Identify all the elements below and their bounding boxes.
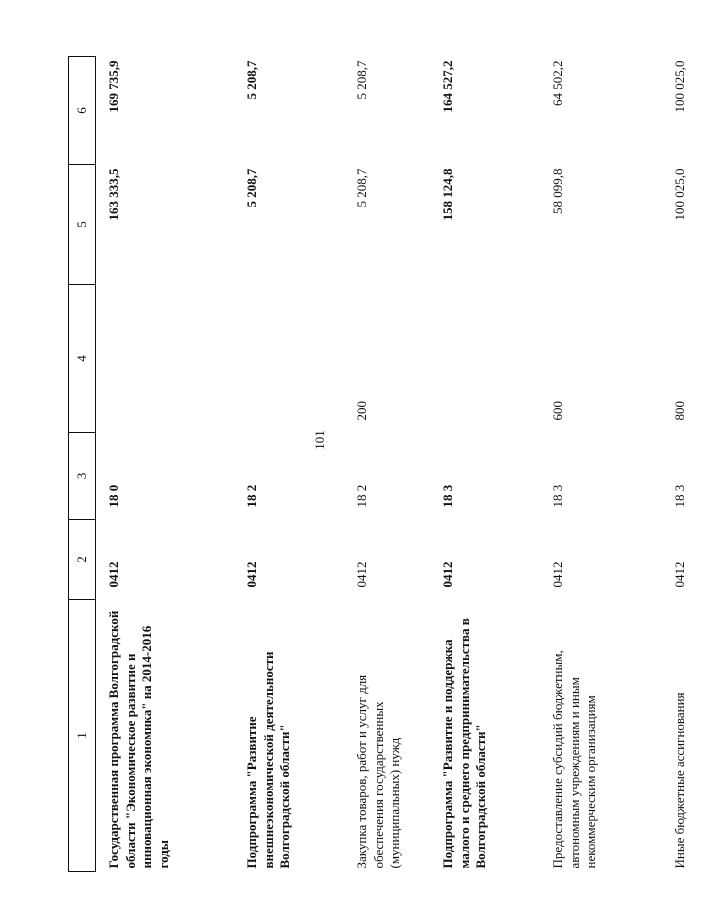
row-name: Предоставление субсидий бюджетным, автономным учреждениям и иным некоммерческим организациям: [550, 650, 598, 869]
amount-year-1: 163 333,5: [106, 168, 121, 221]
table-row: [234, 57, 344, 872]
program-code: 18 3: [550, 484, 565, 508]
table-header-row: [69, 57, 96, 872]
program-code: 18 2: [354, 484, 369, 508]
budget-table-container: [68, 57, 687, 872]
section-code: 0412: [550, 561, 565, 588]
column-header: 6: [69, 57, 96, 165]
column-header: 4: [69, 285, 96, 433]
amount-year-2: 64 502,2: [550, 60, 565, 106]
table-row: [96, 57, 235, 872]
program-code: 18 0: [106, 484, 121, 508]
column-header: 2: [69, 520, 96, 600]
expense-type: [430, 285, 540, 433]
section-code: 0412: [106, 561, 121, 588]
amount-year-1: 158 124,8: [440, 168, 455, 221]
section-code: 0412: [244, 561, 259, 588]
table-row: [344, 57, 430, 872]
row-name: Государственная программа Волгоградской области "Экономическое развитие и инновационная экономика" на 2014-2016 годы: [106, 610, 171, 869]
column-header: 3: [69, 433, 96, 520]
program-code: 18 3: [440, 484, 455, 508]
section-code: 0412: [354, 561, 369, 588]
expense-type: 200: [354, 401, 369, 421]
row-name: Иные бюджетные ассигнования: [672, 692, 687, 869]
amount-year-2: 5 208,7: [244, 60, 259, 100]
expense-type: 600: [550, 401, 565, 421]
amount-year-1: 100 025,0: [672, 168, 687, 221]
amount-year-1: 5 208,7: [244, 168, 259, 208]
amount-year-1: 58 099,8: [550, 168, 565, 214]
amount-year-2: 164 527,2: [440, 60, 455, 113]
amount-year-1: 5 208,7: [354, 168, 369, 208]
amount-year-2: 100 025,0: [672, 60, 687, 113]
column-header: 5: [69, 165, 96, 285]
amount-year-2: 5 208,7: [354, 60, 369, 100]
table-row: [540, 57, 662, 872]
table-row: [662, 57, 716, 872]
table-row: [430, 57, 540, 872]
expense-type: 800: [672, 401, 687, 421]
expense-type: [234, 285, 344, 433]
program-code: 18 2: [244, 484, 259, 508]
row-name: Закупка товаров, работ и услуг для обеспечения государственных (муниципальных) нужд: [354, 674, 402, 869]
row-name: Подпрограмма "Развитие внешнеэкономической деятельности Волгоградской области": [244, 651, 292, 869]
section-code: 0412: [440, 561, 455, 588]
row-name: Подпрограмма "Развитие и поддержка малого и среднего предпринимательства в Волгоградской области": [440, 618, 488, 869]
column-header: 1: [69, 600, 96, 872]
program-code: 18 3: [672, 484, 687, 508]
expense-type: [96, 285, 235, 433]
budget-table: [68, 56, 716, 872]
section-code: 0412: [672, 561, 687, 588]
page-number: 101: [312, 430, 327, 450]
amount-year-2: 169 735,9: [106, 60, 121, 113]
